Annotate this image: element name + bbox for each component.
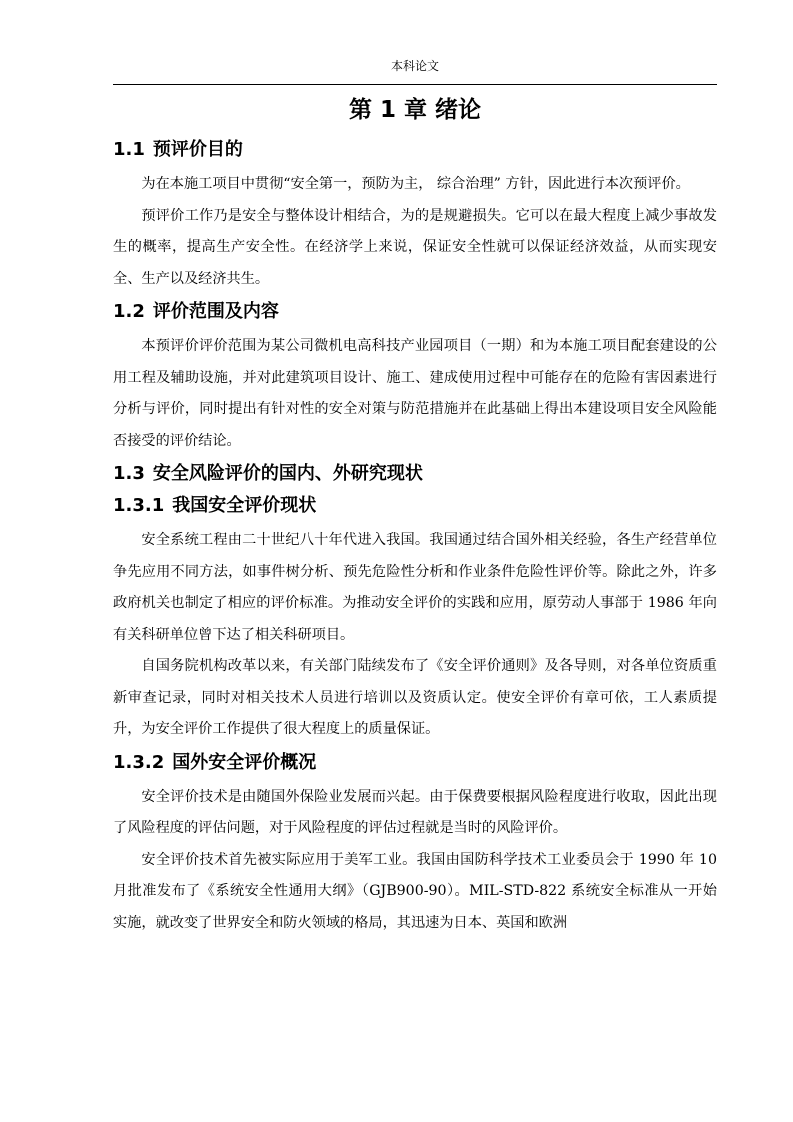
section-heading <box>113 750 717 776</box>
paragraph: 本预评价评价范围为某公司微机电高科技产业园项目（一期）和为本施工项目配套建设的公用工程及辅助设施，并对此建筑项目设计、施工、建成使用过程中可能存在的危险有害因素进行分析与评价，同时提出有针对性的安全对策与防范措施并在此基础上得出本建设项目安全风险能否接受的评价结论。 <box>113 338 717 449</box>
section-title: 国外安全评价概况 <box>172 751 317 773</box>
paragraph: 预评价工作乃是安全与整体设计相结合，为的是规避损失。它可以在最大程度上减少事故发生的概率，提高生产安全性。在经济学上来说，保证安全性就可以保证经济效益，从而实现安全、生产以及经济共生。 <box>113 207 717 287</box>
section-1-2 <box>113 299 717 457</box>
section-number: 1.2 <box>113 301 145 322</box>
section-title: 安全风险评价的国内、外研究现状 <box>152 463 423 484</box>
paragraph: 为在本施工项目中贯彻“安全第一，预防为主， 综合治理” 方针，因此进行本次预评价。 <box>141 176 690 192</box>
section-heading <box>113 299 717 325</box>
section-heading <box>113 137 717 163</box>
section-title: 评价范围及内容 <box>152 301 279 322</box>
section-number: 1.1 <box>113 139 145 160</box>
section-heading <box>113 461 717 487</box>
paragraph: 安全评价技术首先被实际应用于美军工业。我国由国防科学技术工业委员会于 1990 年 10 月批准发布了《系统安全性通用大纲》（GJB900-90）。MIL-STD-822 系统安全标准从一开始实施，就改变了世界安全和防火领域的格局，其迅速为日本、英国和欧洲 <box>113 851 717 931</box>
section-1-3 <box>113 461 717 487</box>
chapter-title: 第 1 章 绪论 <box>348 97 482 123</box>
section-number: 1.3.2 <box>113 751 165 773</box>
section-number: 1.3 <box>113 463 145 484</box>
paragraph: 自国务院机构改革以来，有关部门陆续发布了《安全评价通则》及各导则，对各单位资质重新审查记录，同时对相关技术人员进行培训以及资质认定。使安全评价有章可依，工人素质提升，为安全评价工作提供了很大程度上的质量保证。 <box>113 658 717 737</box>
header-divider <box>113 84 717 85</box>
section-title: 我国安全评价现状 <box>172 495 317 516</box>
section-1-3-2 <box>113 750 717 940</box>
section-title: 预评价目的 <box>152 139 243 160</box>
paragraph: 安全系统工程由二十世纪八十年代进入我国。我国通过结合国外相关经验，各生产经营单位争先应用不同方法，如事件树分析、预先危险性分析和作业条件危险性评价等。除此之外，许多政府机关也制定了相应的评价标准。为推动安全评价的实践和应用，原劳动人事部于 1986 年向有关科研单位曾下达了相关科研项目。 <box>113 532 717 643</box>
paragraph: 安全评价技术是由随国外保险业发展而兴起。由于保费要根据风险程度进行收取，因此出现了风险程度的评估问题，对于风险程度的评估过程就是当时的风险评价。 <box>113 788 717 836</box>
section-heading <box>113 493 717 519</box>
section-number: 1.3.1 <box>113 495 165 516</box>
document-body <box>113 93 717 939</box>
section-1-3-1 <box>113 493 717 746</box>
page-header: 本科论文 <box>390 59 439 73</box>
section-1-1 <box>113 137 717 295</box>
